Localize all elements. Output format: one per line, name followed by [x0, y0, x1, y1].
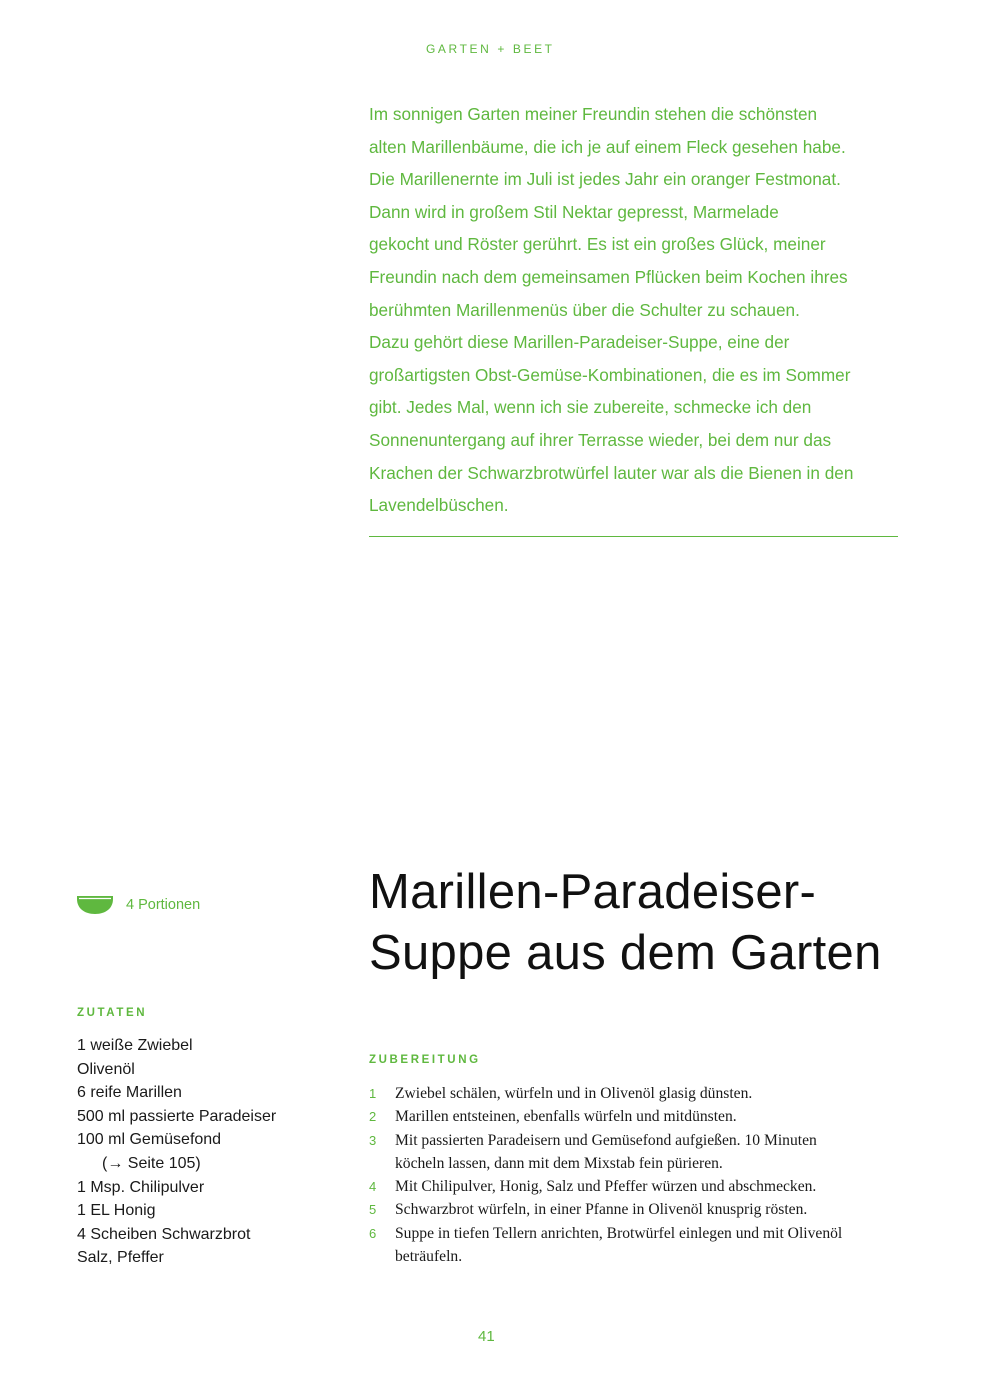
divider-rule: [369, 536, 898, 537]
step-item: [369, 1082, 889, 1105]
step-line: Mit passierten Paradeisern und Gemüsefond aufgießen. 10 Minuten: [395, 1131, 817, 1149]
step-item: [369, 1175, 889, 1198]
step-item: [369, 1105, 889, 1128]
ingredient-item: Salz, Pfeffer: [77, 1249, 164, 1267]
step-item: [369, 1129, 889, 1176]
ingredients-heading: ZUTATEN: [77, 1007, 148, 1019]
step-number: 3: [369, 1132, 377, 1148]
step-number: 1: [369, 1086, 377, 1101]
step-text: [395, 1105, 737, 1128]
preparation-heading: ZUBEREITUNG: [369, 1054, 481, 1066]
section-label: GARTEN + BEET: [426, 42, 555, 56]
intro-line: Krachen der Schwarzbrotwürfel lauter war als die Bienen in den: [369, 462, 854, 483]
ingredients-list: [77, 1034, 276, 1270]
preparation-steps: [369, 1082, 889, 1268]
portions-label: 4 Portionen: [126, 897, 201, 913]
page-reference[interactable]: (→ Seite 105): [102, 1154, 201, 1172]
step-text: [395, 1222, 842, 1269]
ingredient-item: 1 EL Honig: [77, 1202, 156, 1220]
intro-line: berühmten Marillenmenüs über die Schulter zu schauen.: [369, 299, 800, 320]
page-number: 41: [478, 1328, 495, 1345]
step-text: [395, 1198, 807, 1221]
step-item: [369, 1222, 889, 1269]
step-line: Zwiebel schälen, würfeln und in Olivenöl glasig dünsten.: [395, 1085, 753, 1102]
step-text: [395, 1082, 752, 1105]
step-line: Suppe in tiefen Tellern anrichten, Brotwürfel einlegen und mit Olivenöl: [395, 1224, 843, 1242]
recipe-title-line: Marillen-Paradeiser-: [369, 865, 817, 919]
step-text: [395, 1175, 816, 1198]
step-line: Schwarzbrot würfeln, in einer Pfanne in Olivenöl knusprig rösten.: [395, 1201, 808, 1219]
intro-line: Freundin nach dem gemeinsamen Pflücken beim Kochen ihres: [369, 266, 848, 287]
ingredient-item: Olivenöl: [77, 1060, 135, 1078]
intro-line: gekocht und Röster gerührt. Es ist ein großes Glück, meiner: [369, 234, 826, 255]
intro-line: Sonnenuntergang auf ihrer Terrasse wieder, bei dem nur das: [369, 429, 832, 450]
intro-line: Im sonnigen Garten meiner Freundin stehen die schönsten: [369, 104, 818, 124]
step-line: köcheln lassen, dann mit dem Mixstab fein pürieren.: [395, 1154, 723, 1172]
intro-line: Lavendelbüschen.: [369, 495, 509, 516]
step-line: Marillen entsteinen, ebenfalls würfeln und mitdünsten.: [395, 1108, 737, 1126]
ingredient-item: 6 reife Marillen: [77, 1084, 182, 1102]
intro-line: Dann wird in großem Stil Nektar gepresst, Marmelade: [369, 201, 779, 222]
step-number: 5: [369, 1202, 377, 1218]
step-number: 4: [369, 1179, 377, 1195]
ingredient-item: 4 Scheiben Schwarzbrot: [77, 1225, 251, 1243]
step-line: Mit Chilipulver, Honig, Salz und Pfeffer würzen und abschmecken.: [395, 1178, 817, 1196]
step-number: 2: [369, 1109, 377, 1125]
ingredient-item: 1 weiße Zwiebel: [77, 1037, 193, 1054]
ingredient-item: 100 ml Gemüsefond: [77, 1131, 222, 1149]
step-text: [395, 1129, 817, 1176]
step-number: 6: [369, 1225, 377, 1241]
step-item: [369, 1198, 889, 1221]
intro-line: alten Marillenbäume, die ich je auf einem Fleck gesehen habe.: [369, 136, 846, 157]
intro-paragraph: [369, 98, 899, 522]
recipe-title-line: Suppe aus dem Garten: [369, 926, 882, 980]
ingredient-item: 1 Msp. Chilipulver: [77, 1178, 205, 1196]
step-line: beträufeln.: [395, 1248, 463, 1266]
intro-line: großartigsten Obst-Gemüse-Kombinationen, die es im Sommer: [369, 364, 851, 385]
bowl-icon: [77, 895, 113, 915]
recipe-title: [369, 862, 882, 984]
intro-line: Die Marillenernte im Juli ist jedes Jahr ein oranger Festmonat.: [369, 169, 841, 190]
intro-line: Dazu gehört diese Marillen-Paradeiser-Suppe, eine der: [369, 332, 790, 353]
intro-line: gibt. Jedes Mal, wenn ich sie zubereite, schmecke ich den: [369, 397, 812, 418]
ingredient-item: 500 ml passierte Paradeiser: [77, 1107, 277, 1125]
